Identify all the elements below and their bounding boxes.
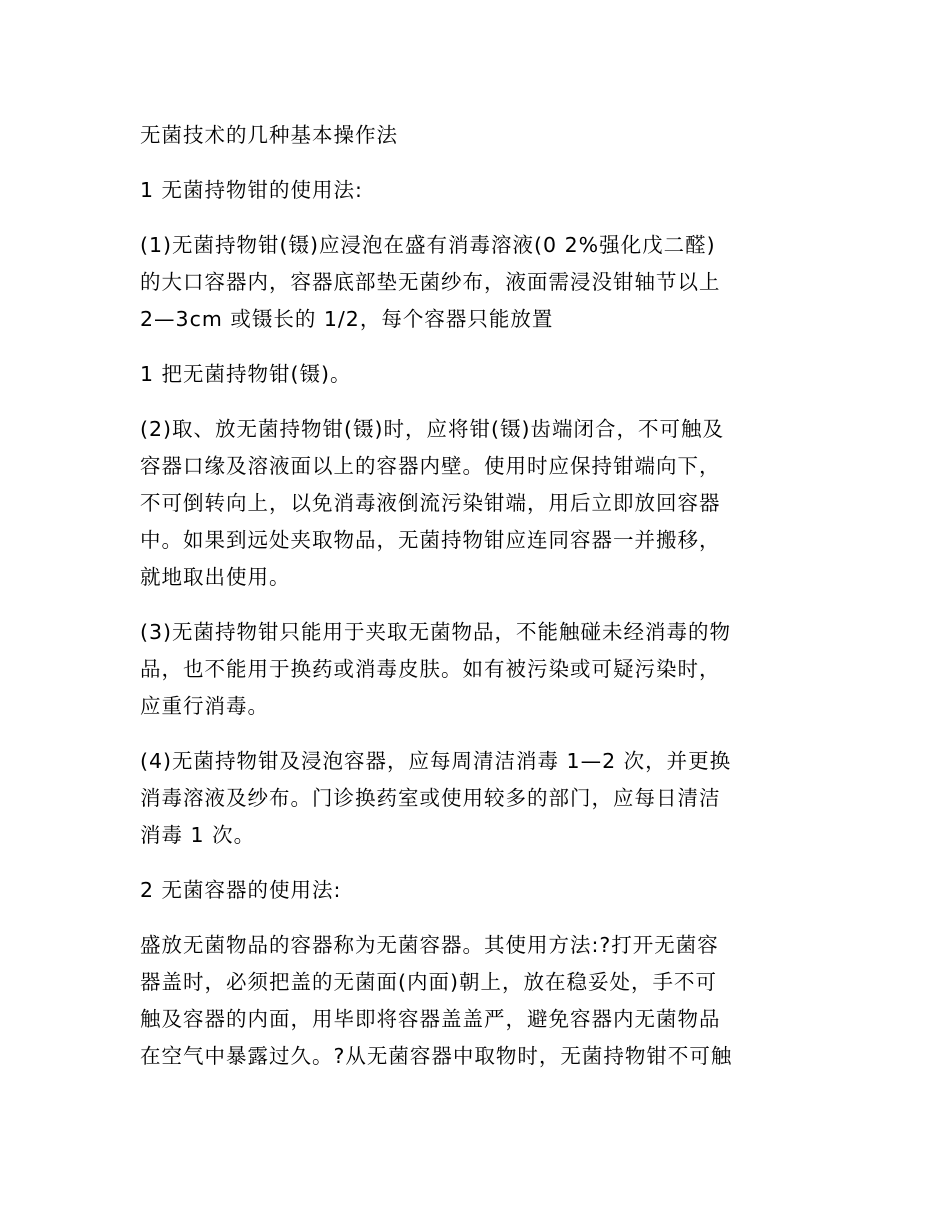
text-line: 品，也不能用于换药或消毒皮肤。如有被污染或可疑污染时， [140,657,721,681]
document-title [140,117,820,154]
paragraph-4 [140,743,820,854]
text-line: 消毒 1 次。 [140,823,256,847]
text-line: 应重行消毒。 [140,694,269,718]
section-heading-1 [140,172,820,209]
text-line: 2 无菌容器的使用法: [140,878,342,902]
paragraph-5 [140,927,820,1075]
text-line: 器盖时，必须把盖的无菌面(内面)朝上，放在稳妥处，手不可 [140,970,717,994]
text-line: 在空气中暴露过久。?从无菌容器中取物时，无菌持物钳不可触 [140,1044,733,1068]
text-line: 就地取出使用。 [140,565,291,589]
document-body [140,117,820,1093]
paragraph-1-continued [140,356,820,393]
text-line: 触及容器的内面，用毕即将容器盖盖严，避免容器内无菌物品 [140,1007,721,1031]
text-line: 中。如果到远处夹取物品，无菌持物钳应连同容器一并搬移， [140,528,721,552]
text-line: (3)无菌持物钳只能用于夹取无菌物品，不能触碰未经消毒的物 [140,620,732,644]
paragraph-3 [140,614,820,725]
section-heading-2 [140,872,820,909]
text-line: 盛放无菌物品的容器称为无菌容器。其使用方法:?打开无菌容 [140,933,719,957]
text-line: 的大口容器内，容器底部垫无菌纱布，液面需浸没钳轴节以上 [140,270,721,294]
text-line: 消毒溶液及纱布。门诊换药室或使用较多的部门，应每日清洁 [140,786,721,810]
text-line: (1)无菌持物钳(镊)应浸泡在盛有消毒溶液(0 2%强化戊二醛) [140,233,716,257]
text-line: 2—3cm 或镊长的 1/2，每个容器只能放置 [140,307,554,331]
text-line: (4)无菌持物钳及浸泡容器，应每周清洁消毒 1—2 次，并更换 [140,749,732,773]
text-line: 不可倒转向上，以免消毒液倒流污染钳端，用后立即放回容器 [140,491,721,515]
paragraph-2 [140,411,820,596]
text-line: 1 无菌持物钳的使用法: [140,178,363,202]
title-line: 无菌技术的几种基本操作法 [140,123,398,147]
text-line: (2)取、放无菌持物钳(镊)时，应将钳(镊)齿端闭合，不可触及 [140,417,725,441]
paragraph-1 [140,227,820,338]
text-line: 容器口缘及溶液面以上的容器内壁。使用时应保持钳端向下， [140,454,721,478]
text-line: 1 把无菌持物钳(镊)。 [140,362,352,386]
